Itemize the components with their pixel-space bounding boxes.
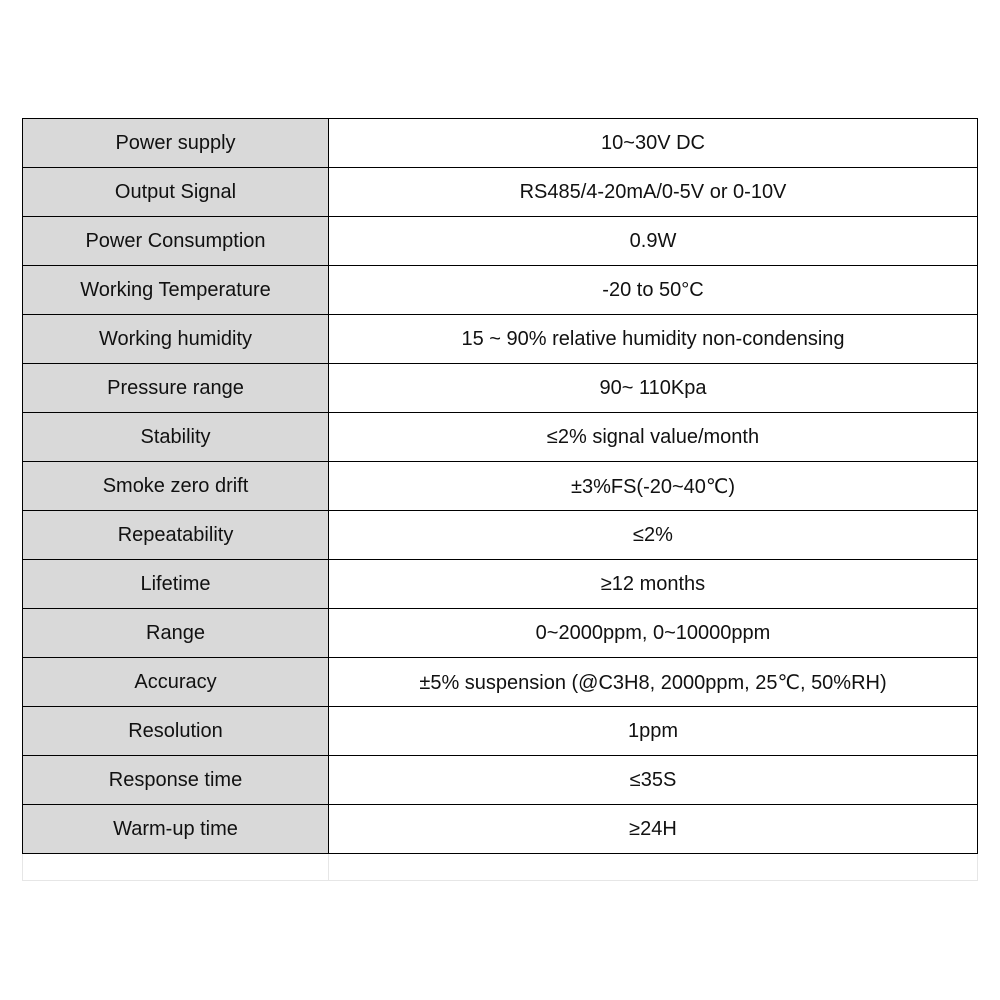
table-row: [23, 707, 978, 756]
spec-label: Power supply: [23, 119, 329, 168]
table-row: [23, 119, 978, 168]
spec-value: ≤2%: [329, 511, 978, 560]
table-row: [23, 658, 978, 707]
spec-value: 10~30V DC: [329, 119, 978, 168]
spec-label: Range: [23, 609, 329, 658]
spec-value: 0~2000ppm, 0~10000ppm: [329, 609, 978, 658]
table-row: [23, 168, 978, 217]
spec-label: Working humidity: [23, 315, 329, 364]
table-row: [23, 266, 978, 315]
spec-label: Smoke zero drift: [23, 462, 329, 511]
table-row: [23, 560, 978, 609]
spec-label: Resolution: [23, 707, 329, 756]
spec-label: Warm-up time: [23, 805, 329, 854]
spec-label: Power Consumption: [23, 217, 329, 266]
spec-value: ≤2% signal value/month: [329, 413, 978, 462]
spec-value: RS485/4-20mA/0-5V or 0-10V: [329, 168, 978, 217]
empty-table-row: [23, 854, 978, 881]
spec-value: 15 ~ 90% relative humidity non-condensing: [329, 315, 978, 364]
table-row: [23, 805, 978, 854]
spec-label: Response time: [23, 756, 329, 805]
table-row: [23, 462, 978, 511]
spec-label: Output Signal: [23, 168, 329, 217]
empty-cell: [23, 854, 329, 881]
spec-value: ±5% suspension (@C3H8, 2000ppm, 25℃, 50%RH): [329, 658, 978, 707]
spec-label: Accuracy: [23, 658, 329, 707]
spec-label: Stability: [23, 413, 329, 462]
spec-value: 1ppm: [329, 707, 978, 756]
spec-value: 0.9W: [329, 217, 978, 266]
table-row: [23, 609, 978, 658]
table-row: [23, 315, 978, 364]
spec-label: Repeatability: [23, 511, 329, 560]
table-row: [23, 217, 978, 266]
table-row: [23, 364, 978, 413]
spec-label: Pressure range: [23, 364, 329, 413]
table-row: [23, 756, 978, 805]
spec-label: Lifetime: [23, 560, 329, 609]
spec-label: Working Temperature: [23, 266, 329, 315]
spec-value: ≤35S: [329, 756, 978, 805]
empty-cell: [329, 854, 978, 881]
table-row: [23, 511, 978, 560]
spec-table: [22, 118, 978, 881]
spec-value: ≥12 months: [329, 560, 978, 609]
spec-value: ≥24H: [329, 805, 978, 854]
spec-value: 90~ 110Kpa: [329, 364, 978, 413]
spec-value: ±3%FS(-20~40℃): [329, 462, 978, 511]
spec-value: -20 to 50°C: [329, 266, 978, 315]
table-row: [23, 413, 978, 462]
